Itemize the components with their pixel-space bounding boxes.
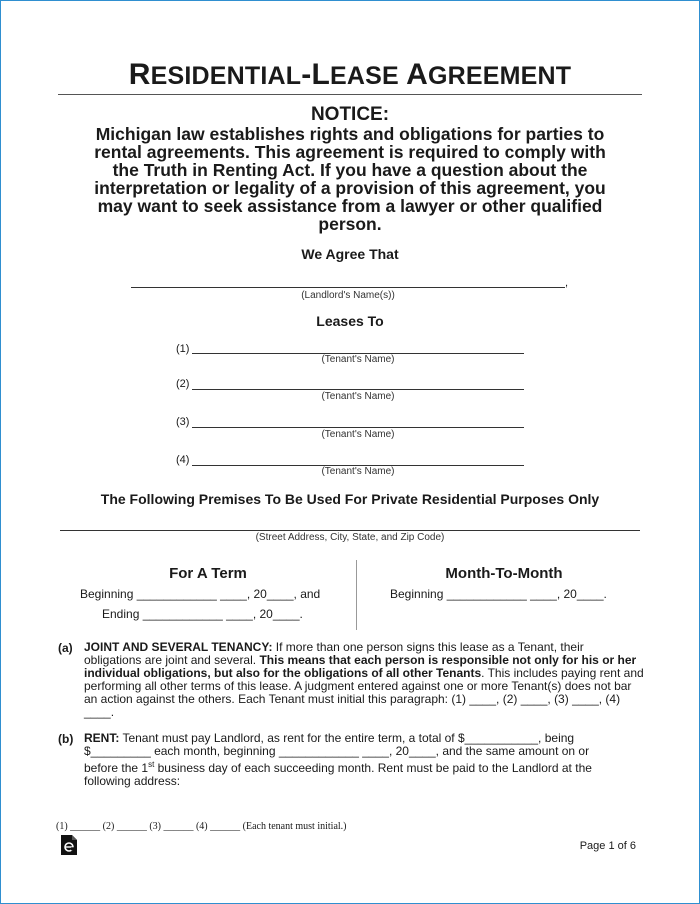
address-line[interactable] (60, 530, 640, 531)
tenant-number: (4) (176, 454, 190, 466)
tenant-name-caption: (Tenant's Name) (321, 391, 395, 402)
landlord-comma: , (565, 277, 569, 289)
section-a-emphasis: This means that each person is responsible not only for his or her individual obligations, but also for the obligations of all other Tenants (84, 653, 637, 680)
tenant-number: (2) (176, 378, 190, 390)
tenant-name-caption: (Tenant's Name) (321, 466, 395, 477)
month-to-month-beginning-field[interactable]: Beginning ____________ ____, 20____. (390, 587, 607, 601)
term-beginning-field[interactable]: Beginning ____________ ____, 20____, and (80, 587, 321, 601)
leases-to-heading: Leases To (316, 313, 384, 329)
section-a-label: (a) (58, 641, 73, 655)
tenant-name-caption: (Tenant's Name) (321, 429, 395, 440)
notice-heading: NOTICE: (310, 104, 390, 125)
notice-body (60, 125, 640, 233)
tenant-name-line[interactable] (192, 389, 524, 390)
premises-heading: The Following Premises To Be Used For Private Residential Purposes Only (100, 491, 600, 507)
section-b-title: RENT: (84, 731, 120, 745)
term-heading: For A Term (169, 565, 247, 582)
section-b-label: (b) (58, 732, 74, 746)
we-agree-heading: We Agree That (301, 246, 399, 262)
notice-line: person. (318, 214, 382, 234)
tenant-name-line[interactable] (192, 427, 524, 428)
notice-line: Michigan law establishes rights and obligations for parties to (95, 124, 605, 144)
landlord-name-caption: (Landlord's Name(s)) (301, 290, 395, 301)
tenant-number: (1) (176, 343, 190, 355)
page-number: Page 1 of 6 (579, 840, 636, 852)
notice-line: may want to seek assistance from a lawyer or other qualified (97, 196, 603, 216)
notice-line: rental agreements. This agreement is required to comply with (94, 142, 606, 162)
tenant-number: (3) (176, 416, 190, 428)
section-a-paragraph: JOINT AND SEVERAL TENANCY: If more than one person signs this lease as a Tenant, their obligations are joint and several. This means that each person is responsible not only for his or her individual obligations, but also for the obligations of all other Tenants. This includes paying rent and performing all other terms of this lease. A judgment entered against one or more Tenant(s) does not bar an action against the others. Each Tenant must initial this paragraph: (1) ____, (2) ____, (3) ____, (4) ____. (84, 640, 644, 719)
notice-line: interpretation or legality of a provision of this agreement, you (94, 178, 606, 198)
notice-line: the Truth in Renting Act. If you have a question about the (112, 160, 588, 180)
section-a-title: JOINT AND SEVERAL TENANCY: (84, 640, 273, 654)
section-b-paragraph: RENT: Tenant must pay Landlord, as rent for the entire term, a total of $___________, being $_________ each month, beginning ____________ ____, 20____, and the same amount on or before the 1st business day of each succeeding month. Rent must be paid to the Landlord at the following address: (84, 731, 592, 788)
document-title: RESIDENTIAL-LEASE AGREEMENT (128, 58, 572, 91)
initials-footer[interactable]: (1) ______ (2) ______ (3) ______ (4) ______ (Each tenant must initial.) (56, 821, 347, 832)
month-to-month-heading: Month-To-Month (445, 565, 563, 582)
tenant-name-caption: (Tenant's Name) (321, 354, 395, 365)
eforms-logo-icon (60, 834, 78, 856)
term-ending-field[interactable]: Ending ____________ ____, 20____. (102, 607, 303, 621)
title-rule (58, 94, 642, 95)
landlord-name-line[interactable] (131, 287, 565, 288)
address-caption: (Street Address, City, State, and Zip Code) (255, 532, 445, 543)
